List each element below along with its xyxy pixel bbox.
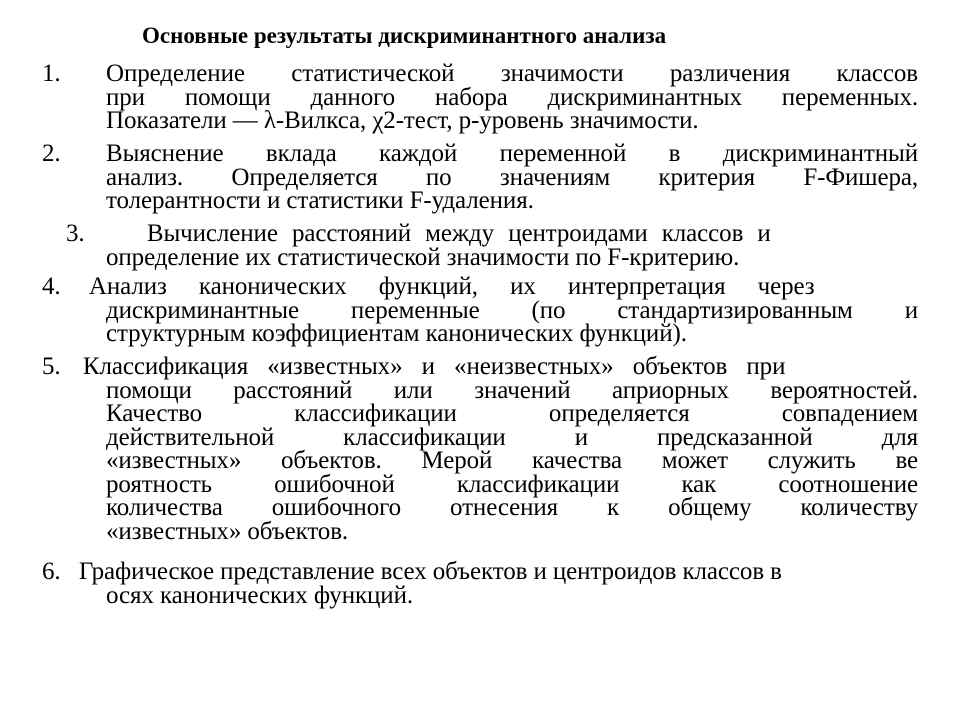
item-number: 2. xyxy=(42,140,61,167)
text-line: при помощи данного набора дискриминантных переменных. xyxy=(106,83,918,111)
list-item-3 xyxy=(42,222,918,269)
list-item-1 xyxy=(42,62,918,133)
text-line xyxy=(42,560,918,584)
text-line xyxy=(42,355,918,379)
text-line: «известных» объектов. Мерой качества может служить ве xyxy=(106,447,918,474)
text-line: структурным коэффициентам канонических функций). xyxy=(106,320,687,347)
item-text xyxy=(42,558,918,609)
text-line: «известных» объектов. xyxy=(106,517,349,545)
text-line: роятность ошибочной классификации как соотношение xyxy=(106,470,918,498)
list-item-5 xyxy=(42,355,918,543)
list-item-2 xyxy=(42,142,918,213)
text-line: действительной классификации и предсказанной для xyxy=(106,423,918,451)
text-line: Выяснение вклада каждой переменной в дискриминантный xyxy=(106,140,918,167)
item-text xyxy=(106,62,918,133)
text-line: анализ. Определяется по значениям критерия F-Фишера, xyxy=(106,163,918,191)
item-text xyxy=(66,220,918,271)
item-number: 5. xyxy=(42,353,61,380)
text-line: толерантности и статистики F-удаления. xyxy=(106,187,534,214)
text-line: Показатели — λ-Вилкса, χ2-тест, р-уровень значимости. xyxy=(106,107,699,134)
text-line xyxy=(42,222,918,246)
item-number: 3. xyxy=(66,220,85,247)
item-text xyxy=(106,142,918,213)
text-line xyxy=(42,275,918,299)
text-line: дискриминантные переменные (по стандартизированным и xyxy=(106,296,918,324)
text-line: количества ошибочного отнесения к общему количеству xyxy=(106,494,918,521)
text-line-content: Графическое представление всех объектов и центроидов классов в xyxy=(78,558,782,585)
item-number: 6. xyxy=(42,558,61,585)
item-number: 1. xyxy=(42,60,61,87)
text-line-content: Вычисление расстояний между центроидами классов и xyxy=(146,220,771,247)
text-line: Определение статистической значимости различения классов xyxy=(106,60,918,87)
text-line-content: Классификация «известных» и «неизвестных» объектов при xyxy=(82,353,786,380)
text-line: помощи расстояний или значений априорных вероятностей. xyxy=(106,376,918,404)
slide-title: Основные результаты дискриминантного анализа xyxy=(142,23,667,48)
text-line: осях канонических функций. xyxy=(106,581,414,609)
list-item-4 xyxy=(42,275,918,346)
text-line: определение их статистической значимости по F-критерию. xyxy=(106,243,740,271)
list-item-6 xyxy=(42,560,918,607)
item-number: 4. xyxy=(42,273,61,300)
text-line-content: Анализ канонических функций, их интерпретация через xyxy=(88,273,815,300)
item-text xyxy=(42,273,918,347)
item-text xyxy=(42,353,918,545)
text-line: Качество классификации определяется совпадением xyxy=(106,400,918,427)
